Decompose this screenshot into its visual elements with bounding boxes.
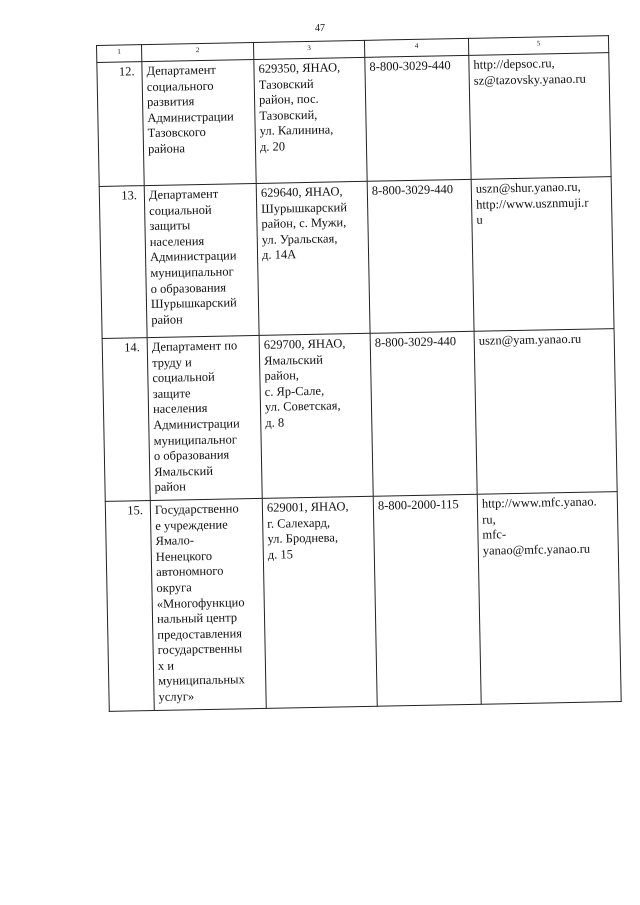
- table-row: [97, 53, 611, 187]
- organization-name: Департамент социального развития Администрации Тазовского района: [142, 59, 256, 185]
- row-number: 15.: [105, 500, 154, 711]
- contacts: http://depsoc.ru, sz@tazovsky.yanao.ru: [469, 53, 611, 180]
- header-cell: 4: [364, 38, 468, 57]
- table-row: [102, 329, 617, 502]
- header-cell: 5: [468, 36, 608, 56]
- address: 629700, ЯНАО, Ямальский район, с. Яр-Сале, ул. Советская, д. 8: [259, 333, 373, 498]
- row-number: 14.: [102, 338, 150, 502]
- organization-name: Департамент по труду и социальной защите населения Администрации муниципальног о образования Ямальский район: [147, 335, 262, 500]
- address: 629001, ЯНАО, г. Салехард, ул. Броднева, д. 15: [262, 496, 377, 708]
- header-cell: 1: [97, 45, 142, 63]
- phone: 8-800-3029-440: [370, 331, 477, 496]
- table-row: [105, 492, 621, 712]
- header-cell: 3: [253, 40, 364, 59]
- phone: 8-800-3029-440: [367, 179, 474, 333]
- organization-name: Департамент социальной защиты населения Администрации муниципальног о образования Шурышкарский район: [144, 183, 259, 337]
- service-offices-table: [96, 35, 622, 711]
- phone: 8-800-3029-440: [365, 55, 471, 181]
- contacts: uszn@shur.yanao.ru, http://www.usznmuji.r u: [471, 177, 614, 332]
- address: 629350, ЯНАО, Тазовский район, пос. Тазовский, ул. Калинина, д. 20: [254, 57, 367, 183]
- row-number: 12.: [97, 62, 144, 187]
- address: 629640, ЯНАО, Шурышкарский район, с. Мужи, ул. Уральская, д. 14А: [256, 181, 370, 335]
- contacts: http://www.mfc.yanao. ru, mfc- yanao@mfc.yanao.ru: [477, 492, 621, 704]
- page-number: 47: [315, 23, 325, 34]
- organization-name: Государственно e учреждение Ямало- Ненецкого автономного округа «Многофункцио нальный центр предоставления государственны х и муниципальных услуг»: [150, 498, 266, 710]
- row-number: 13.: [99, 186, 147, 339]
- phone: 8-800-2000-115: [373, 494, 481, 706]
- contacts: uszn@yam.yanao.ru: [474, 329, 617, 495]
- header-cell: 2: [142, 42, 254, 61]
- table-row: [99, 177, 614, 339]
- table-wrapper: [96, 35, 622, 711]
